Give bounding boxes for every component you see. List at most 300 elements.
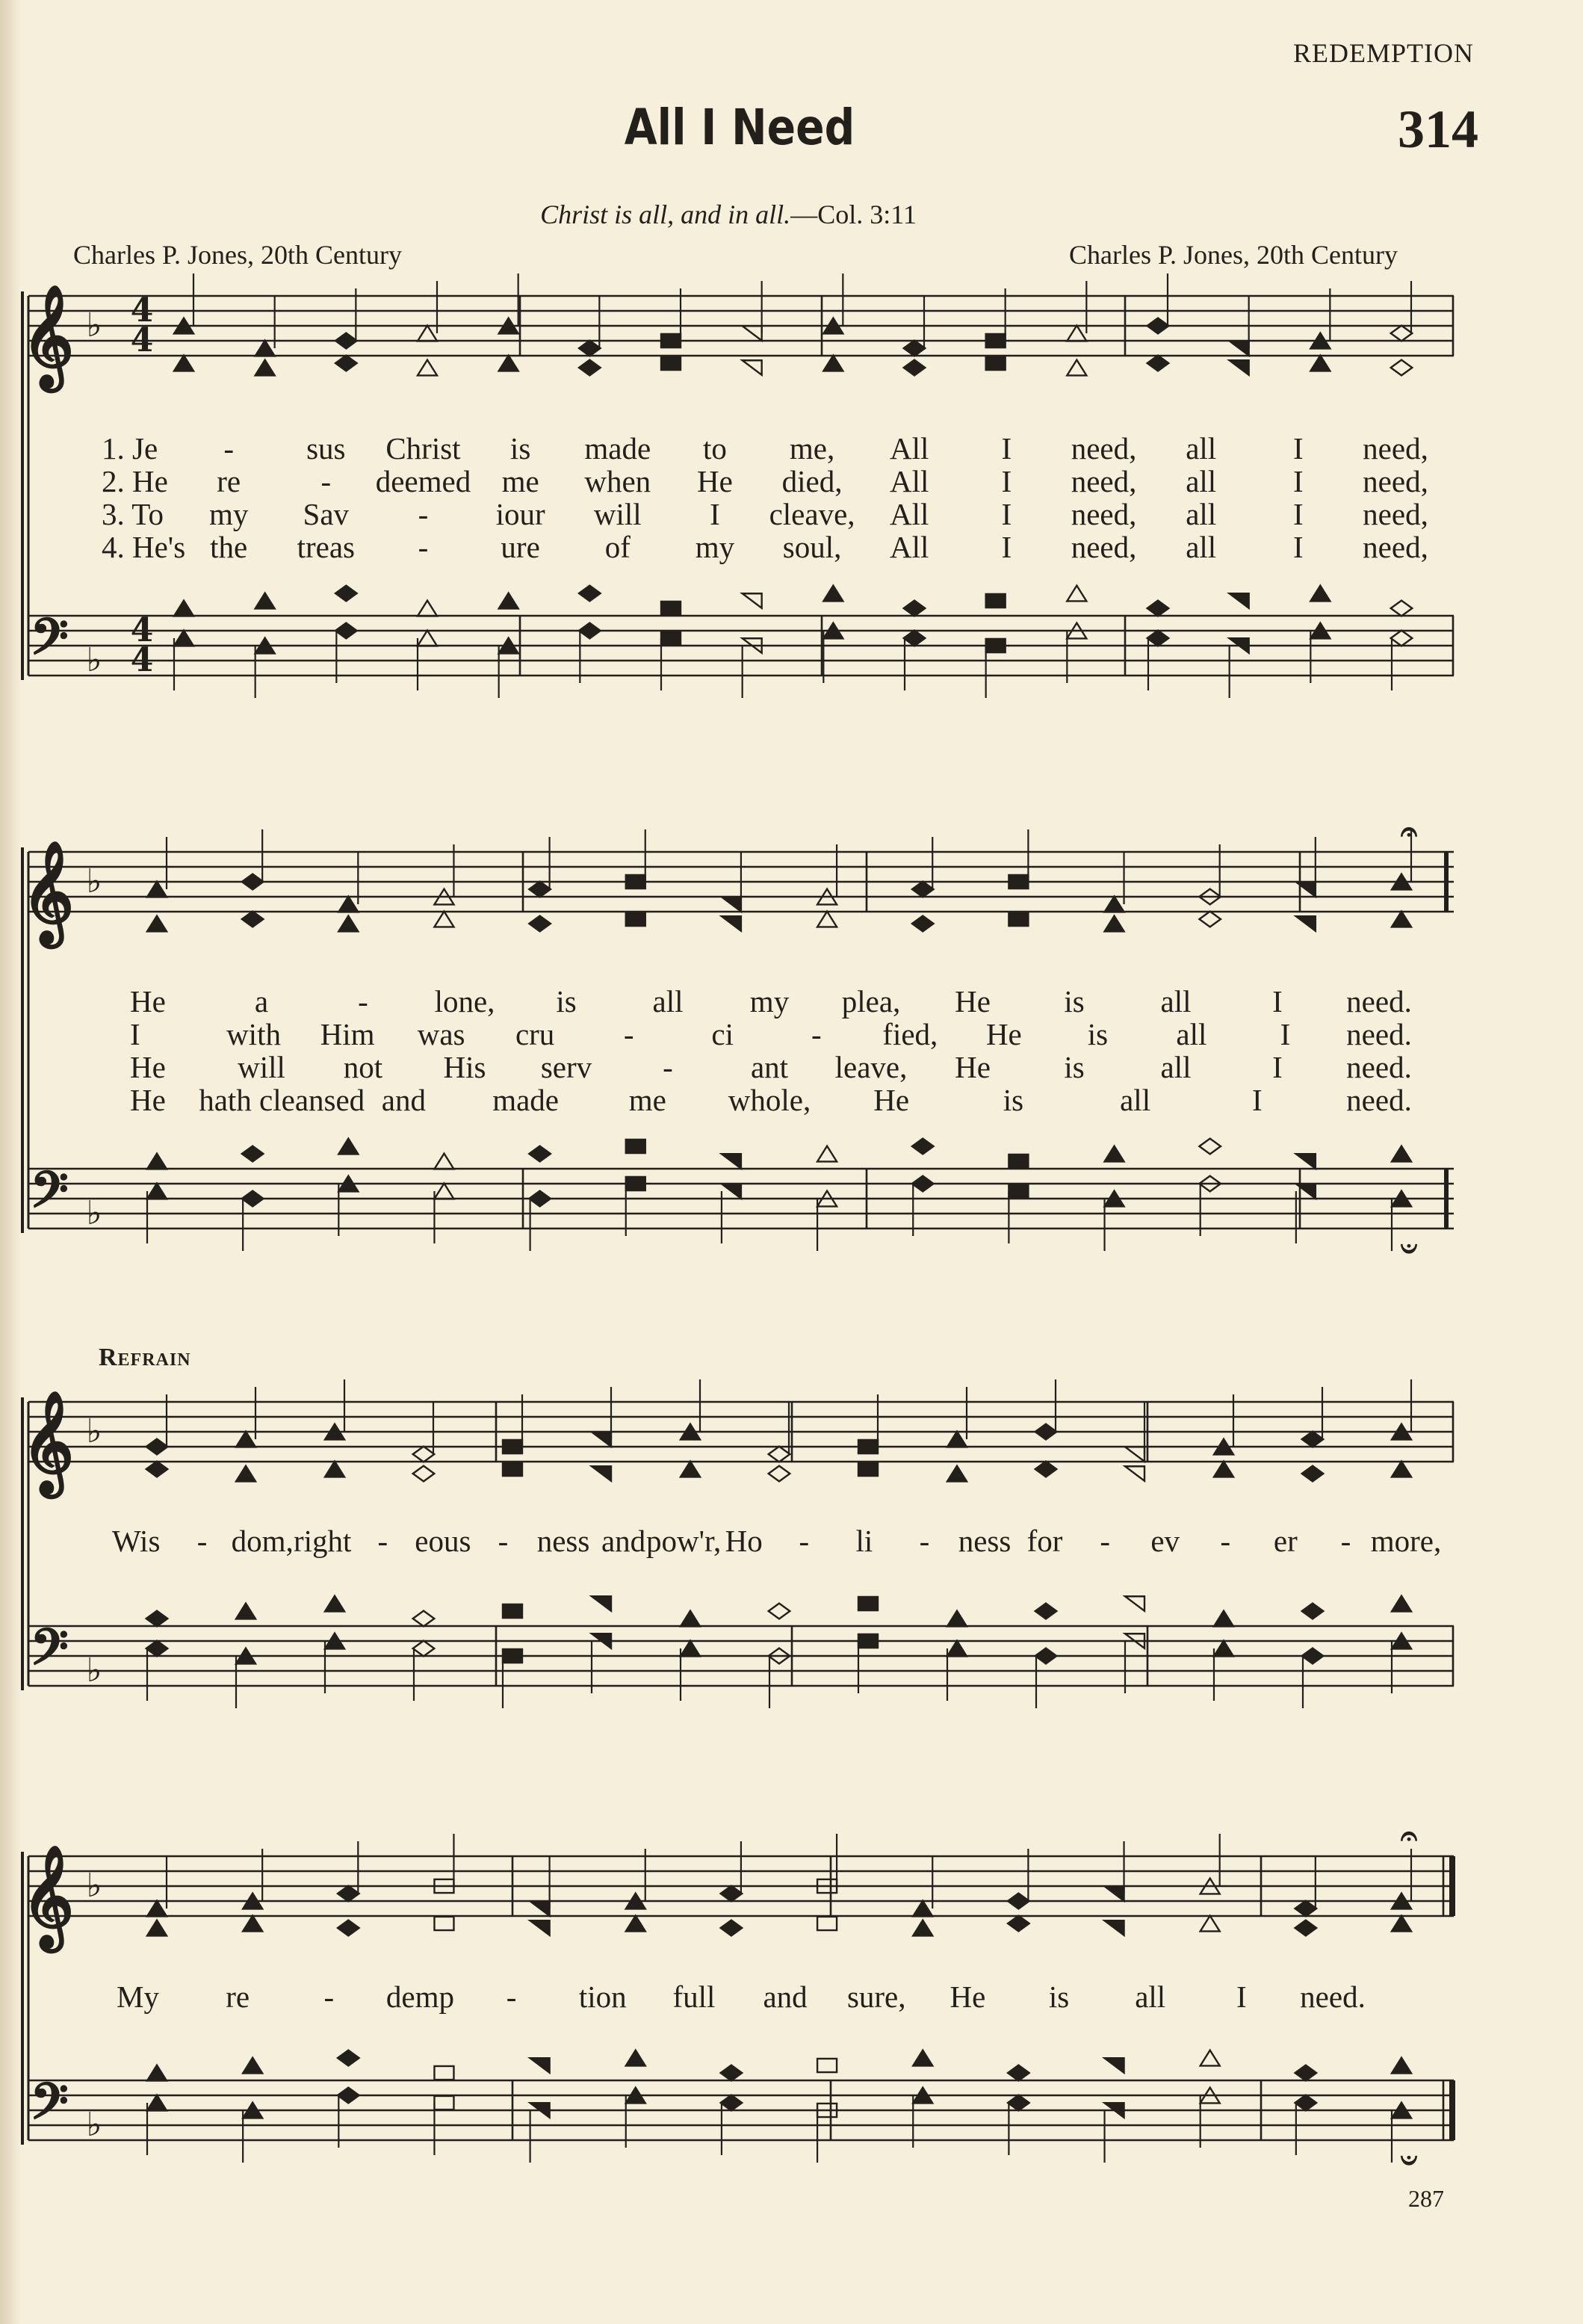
bass-note (503, 1649, 522, 1663)
lyric-syllable: need, (1071, 431, 1137, 466)
bass-note (529, 1191, 551, 1207)
lyric-syllable: ure (501, 530, 540, 564)
bass-note (146, 1641, 168, 1657)
alto-note (325, 1462, 344, 1477)
bass-note (858, 1634, 878, 1648)
soprano-note (338, 1886, 359, 1902)
soprano-note (912, 882, 934, 897)
system4-lyric-line-1 (0, 1979, 1583, 2012)
tenor-note (1199, 1139, 1221, 1155)
page-number: 287 (1408, 2185, 1444, 2212)
lyric-syllable: fied, (882, 1017, 938, 1051)
alto-note (1201, 1916, 1220, 1932)
tenor-note (681, 1611, 700, 1627)
lyric-syllable: ant (750, 1050, 789, 1084)
lyric-syllable: I (1272, 1050, 1283, 1084)
lyric-syllable: will (238, 1050, 285, 1084)
lyric-syllable: I (1280, 1017, 1291, 1051)
tenor-note (947, 1611, 967, 1627)
lyric-syllable: me, (789, 431, 835, 466)
soprano-note (503, 1440, 522, 1453)
lyric-syllable: need, (1363, 530, 1428, 564)
lyric-syllable: dom, (231, 1524, 294, 1558)
tenor-note (335, 586, 357, 602)
lyric-syllable: tion (578, 1980, 627, 2014)
lyric-syllable: I (1001, 530, 1012, 564)
lyric-syllable: re (217, 464, 241, 498)
soprano-note (1302, 1432, 1324, 1447)
bass-note (1147, 631, 1169, 646)
bass-note (986, 639, 1006, 652)
system1-lyric-line-4 (0, 529, 1583, 563)
alto-note (1009, 912, 1028, 926)
lyric-syllable: need, (1363, 464, 1428, 498)
lyric-syllable: is (1064, 1050, 1085, 1084)
lyric-syllable: - (1220, 1524, 1231, 1558)
bass-note (1035, 1648, 1057, 1664)
soprano-note (626, 875, 645, 889)
alto-note (1310, 356, 1330, 371)
lyric-syllable: I (1293, 530, 1304, 564)
lyric-syllable: - (1340, 1524, 1351, 1558)
tenor-note (1009, 1155, 1028, 1168)
alto-note (1008, 1916, 1029, 1932)
lyric-syllable: all (1120, 1083, 1151, 1117)
lyric-syllable: All (890, 431, 929, 466)
hymn-title: All I Need (624, 99, 855, 156)
bass-note (242, 1191, 264, 1207)
lyric-syllable: and (381, 1083, 426, 1117)
lyric-syllable: with (226, 1017, 281, 1051)
bass-note (338, 2088, 359, 2104)
lyric-syllable: All (890, 530, 929, 564)
tenor-note (817, 2059, 837, 2072)
lyric-syllable: made (584, 431, 651, 466)
lyric-syllable: I (1236, 1980, 1247, 2014)
soprano-note (986, 334, 1006, 347)
bass-note (661, 631, 681, 645)
lyric-syllable: plea, (841, 984, 901, 1019)
lyric-syllable: - (196, 1524, 208, 1558)
lyric-syllable: I (710, 497, 720, 531)
lyric-syllable: I (1293, 497, 1304, 531)
lyric-syllable: He (985, 1017, 1022, 1051)
soprano-note (1009, 875, 1028, 889)
soprano-note (592, 1432, 611, 1447)
tenor-note (626, 2051, 645, 2066)
lyric-syllable: right (293, 1524, 352, 1558)
lyric-syllable: is (1048, 1980, 1070, 2014)
tenor-note (418, 601, 437, 616)
tenor-note (530, 2058, 550, 2073)
lyric-syllable: my (749, 984, 790, 1019)
bass-note (1009, 1184, 1028, 1198)
lyric-syllable: the (210, 530, 248, 564)
lyric-syllable: - (811, 1017, 822, 1051)
lyric-syllable: I (1293, 464, 1304, 498)
soprano-note (721, 1886, 743, 1902)
soprano-note (947, 1432, 967, 1447)
system2-lyric-line-2 (0, 1016, 1583, 1050)
lyric-syllable: - (498, 1524, 509, 1558)
time-signature-bottom: 4 (130, 321, 154, 359)
lyric-syllable: My (117, 1980, 159, 2014)
lyric-syllable: I (1293, 431, 1304, 466)
soprano-note (858, 1440, 878, 1453)
lyric-syllable: all (1186, 530, 1217, 564)
music-credit: Charles P. Jones, 20th Century (1069, 240, 1398, 270)
bass-note (1295, 2095, 1317, 2111)
system3-lyric-line-1 (0, 1523, 1583, 1557)
lyric-syllable: pow'r, (646, 1524, 722, 1558)
lyric-syllable: and (763, 1980, 808, 2014)
alto-note (858, 1462, 878, 1476)
scripture-quote: Christ is all, and in all. (540, 200, 791, 229)
scripture-reference: —Col. 3:11 (790, 200, 917, 229)
lyric-syllable: more, (1370, 1524, 1442, 1558)
lyric-syllable: His (443, 1050, 486, 1084)
soprano-note (1067, 326, 1086, 342)
tenor-note (499, 593, 518, 609)
lyric-syllable: was (417, 1017, 465, 1051)
fermata-icon: 𝄐 (1400, 814, 1418, 849)
lyric-syllable: Sav (303, 497, 350, 531)
tenor-note (338, 2051, 359, 2066)
lyric-syllable: I (1001, 431, 1012, 466)
lyric-syllable: He (955, 1050, 991, 1084)
tenor-note (1310, 586, 1330, 602)
tenor-note (1035, 1604, 1057, 1619)
lyric-syllable: is (1003, 1083, 1024, 1117)
soprano-note (1147, 318, 1169, 334)
treble-clef-icon: 𝄞 (22, 839, 74, 943)
lyric-syllable: - (506, 1980, 517, 2014)
tenor-note (1147, 601, 1169, 616)
alto-note (626, 1916, 645, 1932)
time-signature-top: 4 (130, 291, 154, 330)
alto-note (529, 916, 551, 932)
tenor-note (147, 1154, 167, 1169)
tenor-note (1295, 2065, 1317, 2081)
alto-note (626, 912, 645, 926)
alto-note (1392, 1916, 1411, 1932)
treble-clef-icon: 𝄞 (22, 1389, 74, 1493)
tenor-note (243, 2058, 262, 2074)
alto-note (243, 1916, 262, 1932)
soprano-note (904, 341, 926, 356)
tenor-note (434, 1154, 453, 1169)
soprano-note (1035, 1424, 1057, 1440)
lyric-syllable: He (130, 1083, 166, 1117)
lyric-syllable: I (1001, 464, 1012, 498)
tenor-note (242, 1146, 264, 1162)
tenor-note (1392, 2058, 1411, 2074)
alto-note (1199, 912, 1221, 927)
lyric-syllable: - (223, 431, 234, 466)
lyric-syllable: eous (415, 1524, 471, 1558)
lyric-syllable: full (672, 1980, 716, 2014)
tenor-note (1391, 601, 1413, 616)
alto-note (338, 1920, 359, 1936)
alto-note (499, 356, 518, 371)
bass-note (947, 1641, 967, 1657)
soprano-note (1295, 1901, 1317, 1917)
lyric-syllable: of (604, 530, 631, 564)
alto-note (1035, 1462, 1057, 1477)
lyric-syllable: - (320, 464, 332, 498)
bass-note (147, 1184, 167, 1199)
alto-note (817, 912, 837, 927)
flat-key-signature-icon: ♭ (86, 1651, 102, 1690)
soprano-note (722, 897, 741, 912)
lyric-syllable: - (1100, 1524, 1110, 1558)
soprano-note (530, 1901, 550, 1916)
bass-note (434, 2096, 453, 2110)
lyric-syllable: my (695, 530, 735, 564)
tenor-note (1296, 1154, 1316, 1169)
tenor-note (661, 602, 681, 615)
soprano-note (1391, 326, 1413, 342)
flat-key-signature-icon: ♭ (86, 306, 102, 344)
alto-note (681, 1462, 700, 1477)
tenor-note (722, 1154, 741, 1169)
alto-note (904, 360, 926, 376)
bass-note (174, 631, 193, 646)
bass-clef-icon: 𝄢 (30, 608, 69, 678)
lyric-syllable: Him (320, 1017, 375, 1051)
alto-note (592, 1466, 611, 1481)
alto-note (174, 356, 193, 371)
alto-note (1147, 356, 1169, 371)
bass-clef-icon: 𝄢 (30, 2072, 69, 2142)
lyric-syllable: died, (781, 464, 843, 498)
lyric-syllable: soul, (782, 530, 842, 564)
tenor-note (721, 2065, 743, 2081)
flat-key-signature-icon: ♭ (86, 862, 102, 900)
lyric-syllable: hath cleansed (199, 1083, 365, 1117)
tenor-note (434, 2066, 453, 2080)
bass-note (413, 1641, 435, 1657)
lyric-syllable: He (950, 1980, 986, 2014)
lyric-syllable: need, (1363, 431, 1428, 466)
alto-note (1230, 360, 1249, 375)
lyric-syllable: lone, (434, 984, 495, 1019)
lyric-syllable: need. (1346, 1083, 1412, 1117)
lyric-syllable: I (1272, 984, 1283, 1019)
bass-note (418, 631, 437, 646)
lyric-syllable: ness (536, 1524, 590, 1558)
lyric-syllable: Wis (112, 1524, 161, 1558)
lyric-syllable: He (130, 984, 166, 1019)
bass-note (722, 1184, 741, 1199)
tenor-note (986, 594, 1006, 608)
lyric-syllable: - (323, 1980, 335, 2014)
soprano-note (1125, 1447, 1144, 1462)
lyric-syllable: sure, (846, 1980, 906, 2014)
lyric-syllable: iour (495, 497, 545, 531)
tenor-note (1230, 593, 1249, 608)
soprano-note (242, 874, 264, 890)
flat-key-signature-icon: ♭ (86, 641, 102, 679)
tenor-note (823, 586, 843, 602)
alto-note (913, 1920, 932, 1936)
alto-note (434, 912, 453, 927)
tenor-note (579, 586, 601, 602)
system2-lyric-line-1 (0, 983, 1583, 1017)
alto-note (722, 916, 741, 931)
alto-note (146, 1462, 168, 1477)
flat-key-signature-icon: ♭ (86, 1867, 102, 1905)
lyric-syllable: need, (1071, 530, 1137, 564)
alto-note (1302, 1466, 1324, 1482)
tenor-note (1201, 2051, 1220, 2066)
lyric-syllable: all (1186, 464, 1217, 498)
lyric-syllable: deemed (375, 464, 471, 498)
soprano-note (236, 1432, 255, 1447)
alto-note (1392, 912, 1411, 927)
lyric-syllable: - (623, 1017, 634, 1051)
time-signature-bottom: 4 (130, 641, 154, 679)
lyric-syllable: Christ (385, 431, 461, 466)
lyric-syllable: all (1186, 431, 1217, 466)
lyric-syllable: Ho (725, 1524, 763, 1558)
alto-note (947, 1466, 967, 1482)
soprano-note (413, 1447, 435, 1462)
alto-note (743, 360, 762, 375)
alto-note (1105, 916, 1124, 932)
lyric-syllable: 4. He's (102, 530, 186, 564)
lyric-syllable: not (343, 1050, 383, 1084)
tenor-note (413, 1611, 435, 1627)
soprano-note (913, 1901, 932, 1917)
lyric-syllable: all (1160, 1050, 1192, 1084)
lyric-syllable: li (855, 1524, 873, 1558)
soprano-note (743, 326, 762, 341)
bass-note (626, 1177, 645, 1190)
soprano-note (338, 897, 358, 912)
lyric-syllable: - (418, 497, 429, 531)
tenor-note (1302, 1604, 1324, 1619)
bass-note (1214, 1641, 1233, 1657)
lyric-syllable: all (1135, 1980, 1166, 2014)
lyric-syllable: I (130, 1017, 140, 1051)
lyric-syllable: me (628, 1083, 666, 1117)
alto-note (823, 356, 843, 371)
alto-note (817, 1917, 837, 1930)
alto-note (721, 1920, 743, 1936)
tenor-note (913, 2051, 932, 2066)
lyric-syllable: will (593, 497, 642, 531)
bass-note (147, 2095, 167, 2111)
lyric-syllable: all (1160, 984, 1192, 1019)
soprano-note (147, 1901, 167, 1917)
alto-note (661, 356, 681, 370)
system2-lyric-line-4 (0, 1082, 1583, 1116)
soprano-note (1105, 1886, 1124, 1901)
tenor-note (146, 1611, 168, 1627)
lyric-syllable: re (226, 1980, 250, 2014)
lyric-syllable: treas (297, 530, 355, 564)
soprano-note (579, 341, 601, 356)
lyric-syllable: All (890, 464, 929, 498)
lyric-syllable: need, (1071, 497, 1137, 531)
alto-note (147, 1920, 167, 1936)
lyric-syllable: is (1087, 1017, 1109, 1051)
alto-note (503, 1462, 522, 1476)
lyric-syllable: all (1176, 1017, 1207, 1051)
lyric-syllable: need. (1300, 1980, 1366, 2014)
fermata-icon: 𝄑 (1400, 2142, 1418, 2178)
lyric-syllable: for (1026, 1524, 1063, 1558)
alto-note (1295, 1920, 1317, 1936)
alto-note (1125, 1466, 1144, 1481)
tenor-note (1392, 1146, 1411, 1162)
flat-key-signature-icon: ♭ (86, 1412, 102, 1450)
lyric-syllable: I (1251, 1083, 1263, 1117)
soprano-note (1105, 897, 1124, 912)
tenor-note (817, 1146, 837, 1162)
tenor-note (529, 1146, 551, 1162)
bass-note (434, 1184, 453, 1199)
tenor-note (1214, 1611, 1233, 1627)
alto-note (335, 356, 357, 371)
lyric-syllable: - (663, 1050, 673, 1084)
soprano-note (255, 341, 275, 356)
lyric-syllable: cleave, (769, 497, 855, 531)
tenor-note (147, 2065, 167, 2081)
bass-note (681, 1641, 700, 1657)
lyric-syllable: is (556, 984, 577, 1019)
lyric-syllable: He (130, 1050, 166, 1084)
lyric-syllable: I (1001, 497, 1012, 531)
time-signature-top: 4 (130, 611, 154, 649)
lyric-syllable: He (697, 464, 733, 498)
system1-lyric-line-2 (0, 463, 1583, 497)
tenor-note (1105, 1146, 1124, 1162)
alto-note (1067, 360, 1086, 376)
bass-note (912, 1176, 934, 1192)
section-heading: REDEMPTION (1293, 38, 1474, 68)
soprano-note (146, 1439, 168, 1455)
lyric-syllable: a (254, 984, 269, 1019)
flat-key-signature-icon: ♭ (86, 2106, 102, 2144)
tenor-note (338, 1139, 358, 1155)
soprano-note (335, 333, 357, 349)
refrain-label: Refrain (99, 1344, 191, 1371)
lyric-syllable: made (492, 1083, 559, 1117)
lyric-syllable: is (1064, 984, 1085, 1019)
lyric-syllable: is (509, 431, 531, 466)
alto-note (1214, 1462, 1233, 1477)
bass-note (335, 623, 357, 639)
tenor-note (904, 601, 926, 616)
alto-note (769, 1466, 790, 1482)
tenor-note (769, 1604, 790, 1619)
lyric-syllable: 3. To (102, 497, 164, 531)
alto-note (1392, 1462, 1411, 1477)
soprano-note (529, 882, 551, 897)
lyric-syllable: ev (1150, 1524, 1180, 1558)
tenor-note (1105, 2058, 1124, 2073)
bass-note (904, 631, 926, 646)
lyric-syllable: need. (1346, 984, 1412, 1019)
soprano-note (1230, 341, 1249, 356)
lyric-syllable: - (358, 984, 368, 1019)
fermata-icon: 𝄐 (1400, 1818, 1418, 1853)
lyric-syllable: ness (958, 1524, 1012, 1558)
lyric-syllable: - (418, 530, 429, 564)
alto-note (912, 916, 934, 932)
